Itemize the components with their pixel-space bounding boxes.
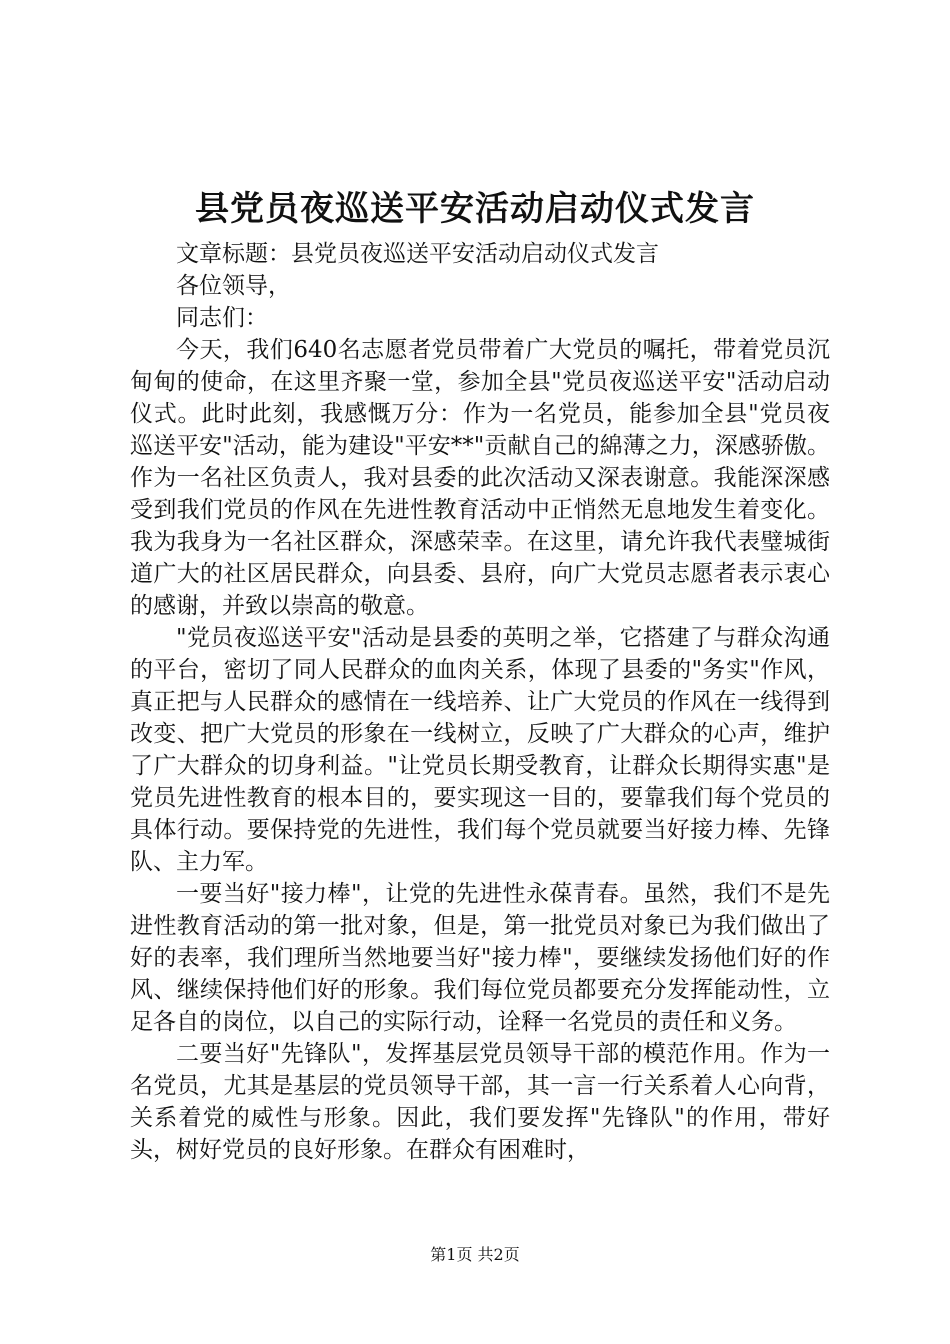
body-paragraph: 二要当好"先锋队"，发挥基层党员领导干部的模范作用。作为一名党员，尤其是基层的党员领导干部，其一言一行关系着人心向背，关系着党的威性与形象。因此，我们要发挥"先锋队"的作用，带好头，树好党员的良好形象。在群众有困难时， xyxy=(130,1041,830,1163)
body-paragraph: 今天，我们640名志愿者党员带着广大党员的嘱托，带着党员沉甸甸的使命，在这里齐聚一堂，参加全县"党员夜巡送平安"活动启动仪式。此时此刻，我感慨万分：作为一名党员，能参加全县"党员夜巡送平安"活动，能为建设"平安**"贡献自己的綿薄之力，深感骄傲。作为一名社区负责人，我对县委的此次活动又深表谢意。我能深深感受到我们党员的作风在先进性教育活动中正悄然无息地发生着变化。我为我身为一名社区群众，深感荣幸。在这里，请允许我代表璧城街道广大的社区居民群众，向县委、县府，向广大党员志愿者表示衷心的感谢，并致以崇高的敬意。 xyxy=(130,337,830,619)
article-title-line: 文章标题：县党员夜巡送平安活动启动仪式发言 xyxy=(176,241,659,267)
body-paragraph: 一要当好"接力棒"，让党的先进性永葆青春。虽然，我们不是先进性教育活动的第一批对象，但是，第一批党员对象已为我们做出了好的表率，我们理所当然地要当好"接力棒"，要继续发扬他们好的作风、继续保持他们好的形象。我们每位党员都要充分发挥能动性，立足各自的岗位，以自己的实际行动，诠释一名党员的责任和义务。 xyxy=(130,881,830,1035)
page-number-footer: 第1页 共2页 xyxy=(430,1245,520,1264)
salutation-comrades: 同志们： xyxy=(176,305,268,331)
body-paragraph: "党员夜巡送平安"活动是县委的英明之举，它搭建了与群众沟通的平台，密切了同人民群众的血肉关系，体现了县委的"务实"作风，真正把与人民群众的感情在一线培养、让广大党员的作风在一线得到改变、把广大党员的形象在一线树立，反映了广大群众的心声，维护了广大群众的切身利益。"让党员长期受教育，让群众长期得实惠"是党员先进性教育的根本目的，要实现这一目的，要靠我们每个党员的具体行动。要保持党的先进性，我们每个党员就要当好接力棒、先锋队、主力军。 xyxy=(130,625,830,875)
salutation-leaders: 各位领导， xyxy=(176,273,291,299)
document-body xyxy=(130,238,830,1166)
document-title: 县党员夜巡送平安活动启动仪式发言 xyxy=(195,189,755,229)
